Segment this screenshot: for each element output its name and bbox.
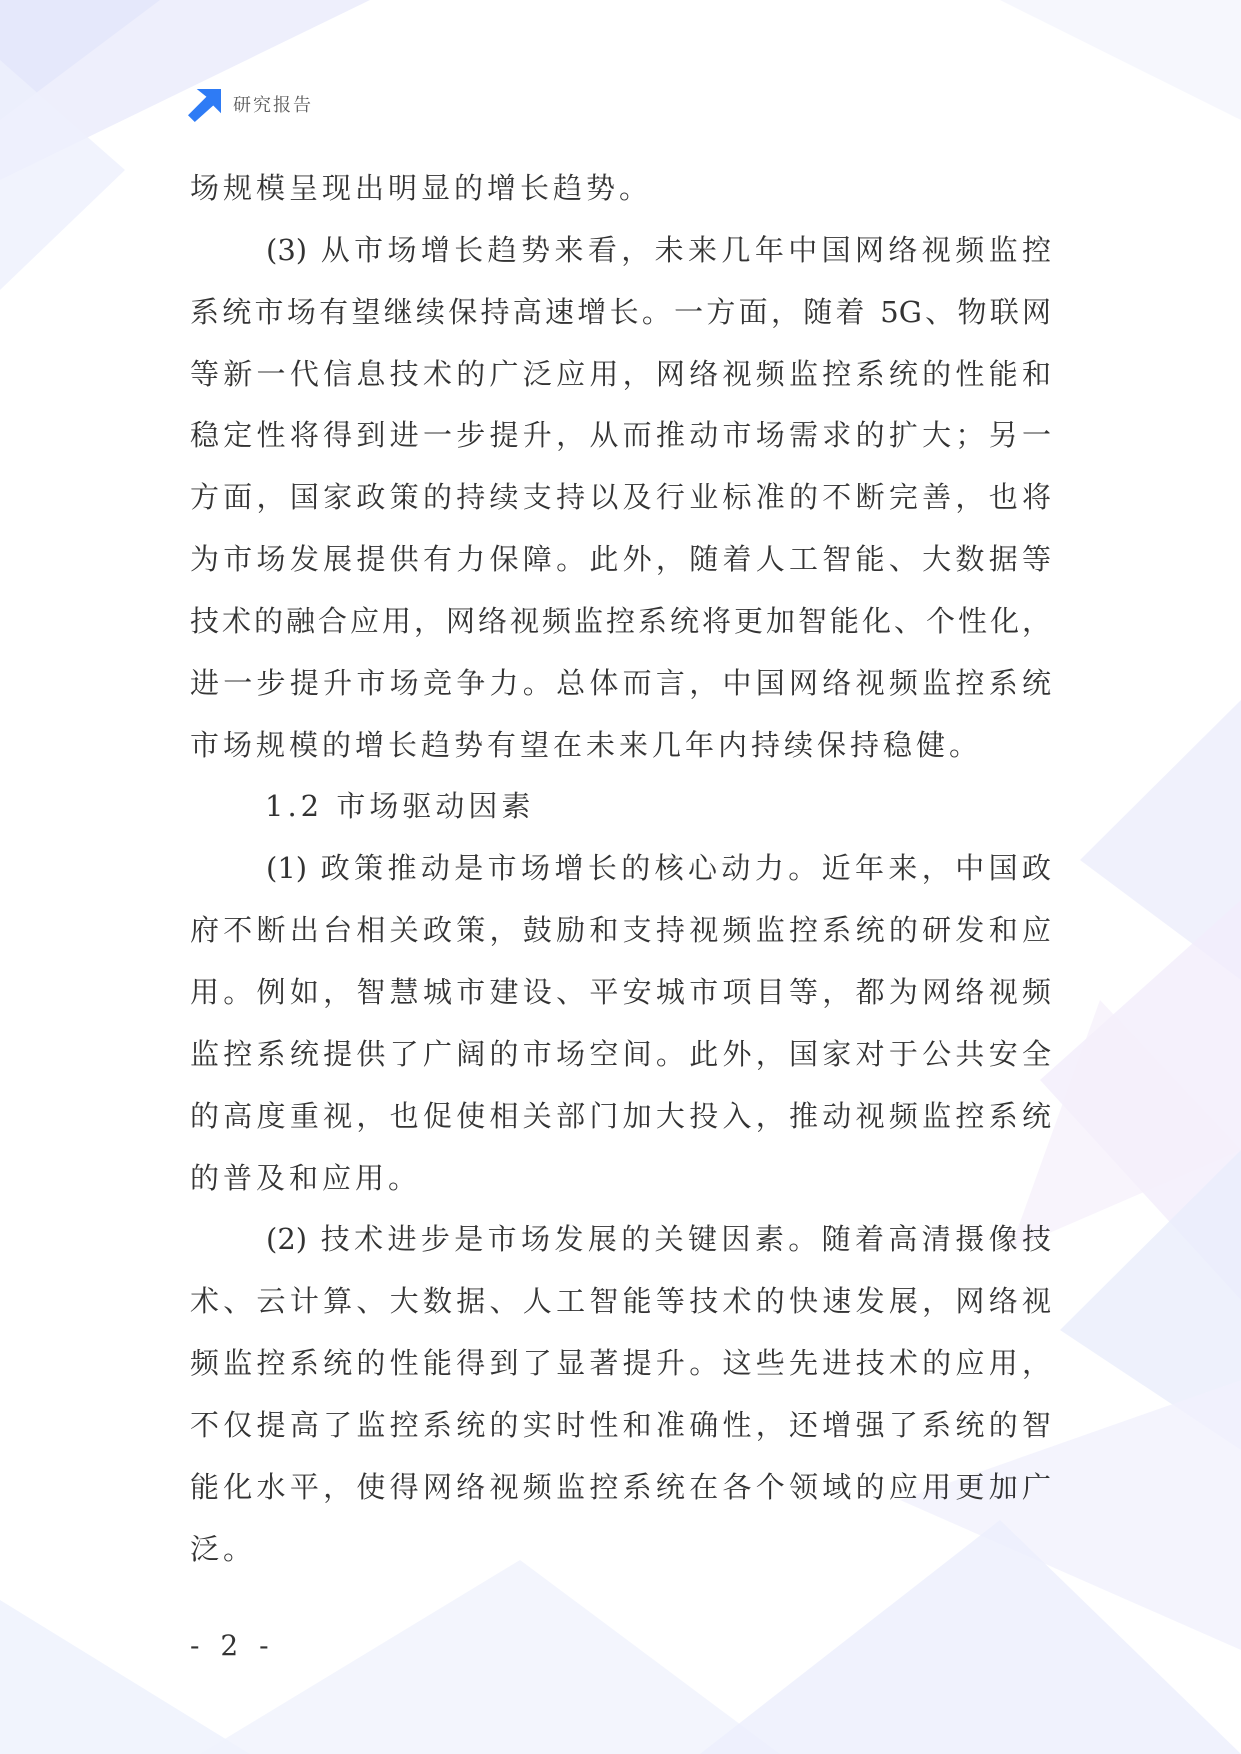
body-text-line: (1) 政策推动是市场增长的核心动力。近年来，中国政 [266,851,1051,885]
body-text-line: 进一步提升市场竞争力。总体而言，中国网络视频监控系统 [190,666,1051,700]
body-text-line: 用。例如，智慧城市建设、平安城市项目等，都为网络视频 [190,975,1051,1009]
body-text-line: 为市场发展提供有力保障。此外，随着人工智能、大数据等 [190,542,1051,576]
section-heading: 1.2 市场驱动因素 [265,789,535,823]
body-text-line: 能化水平，使得网络视频监控系统在各个领域的应用更加广 [190,1470,1051,1504]
body-text-line: 监控系统提供了广阔的市场空间。此外，国家对于公共安全 [190,1037,1051,1071]
body-text-line: 市场规模的增长趋势有望在未来几年内持续保持稳健。 [190,728,983,762]
body-text-line: 系统市场有望继续保持高速增长。一方面，随着 5G、物联网 [190,295,1051,329]
body-text-line: 场规模呈现出明显的增长趋势。 [190,171,653,205]
body-text-line: 方面，国家政策的持续支持以及行业标准的不断完善，也将 [190,480,1051,514]
body-text-line: 术、云计算、大数据、人工智能等技术的快速发展，网络视 [190,1284,1051,1318]
body-text-line: 的普及和应用。 [190,1161,422,1195]
body-text-line: 技术的融合应用，网络视频监控系统将更加智能化、个性化， [190,604,1051,638]
body-text-line: (2) 技术进步是市场发展的关键因素。随着高清摄像技 [266,1222,1051,1256]
body-text-line: 的高度重视，也促使相关部门加大投入，推动视频监控系统 [190,1099,1051,1133]
body-text-line: 府不断出台相关政策，鼓励和支持视频监控系统的研发和应 [190,913,1051,947]
body-text-line: 稳定性将得到进一步提升，从而推动市场需求的扩大；另一 [190,418,1051,452]
body-text-line: 泛。 [190,1532,257,1566]
body-text-line: (3) 从市场增长趋势来看，未来几年中国网络视频监控 [266,233,1051,267]
page-number: - 2 - [190,1629,275,1662]
body-text-line: 频监控系统的性能得到了显著提升。这些先进技术的应用， [190,1346,1051,1380]
body-text-line: 不仅提高了监控系统的实时性和准确性，还增强了系统的智 [190,1408,1051,1442]
report-header-title: 研究报告 [233,95,313,116]
arrow-up-right-logo-icon [188,89,221,122]
body-text-line: 等新一代信息技术的广泛应用，网络视频监控系统的性能和 [190,357,1051,391]
